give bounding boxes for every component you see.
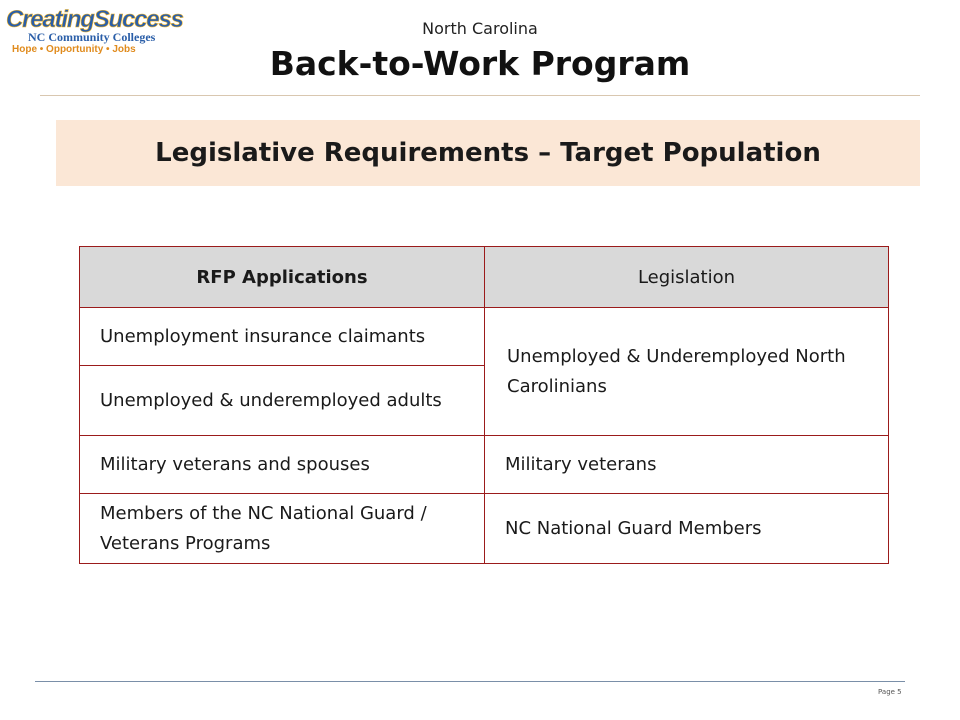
table-row <box>80 494 889 564</box>
section-banner <box>56 120 920 186</box>
table-header-row <box>80 247 889 308</box>
rfp-cell: Unemployment insurance claimants <box>80 308 485 366</box>
slide-title: Back-to-Work Program <box>269 44 691 83</box>
slide-supertitle: North Carolina <box>422 19 538 38</box>
logo-subtitle: NC Community Colleges <box>28 30 156 44</box>
page-number: Page 5 <box>878 688 902 696</box>
header-divider <box>40 95 920 96</box>
rfp-cell: Unemployed & underemployed adults <box>80 366 485 436</box>
logo-tagline: Hope • Opportunity • Jobs <box>12 44 136 55</box>
rfp-cell: Members of the NC National Guard / Veterans Programs <box>80 494 485 564</box>
column-header-legislation: Legislation <box>485 247 889 308</box>
footer-divider <box>35 681 905 682</box>
legislation-cell: Unemployed & Underemployed North Carolinians <box>485 308 889 436</box>
table-row <box>80 436 889 494</box>
column-header-rfp: RFP Applications <box>80 247 485 308</box>
logo-wordmark: CreatingSuccess <box>6 6 183 33</box>
legislation-cell: NC National Guard Members <box>485 494 889 564</box>
rfp-cell: Military veterans and spouses <box>80 436 485 494</box>
legislation-cell: Military veterans <box>485 436 889 494</box>
requirements-table <box>79 246 889 564</box>
section-heading: Legislative Requirements – Target Population <box>155 138 821 168</box>
table-row <box>80 308 889 366</box>
